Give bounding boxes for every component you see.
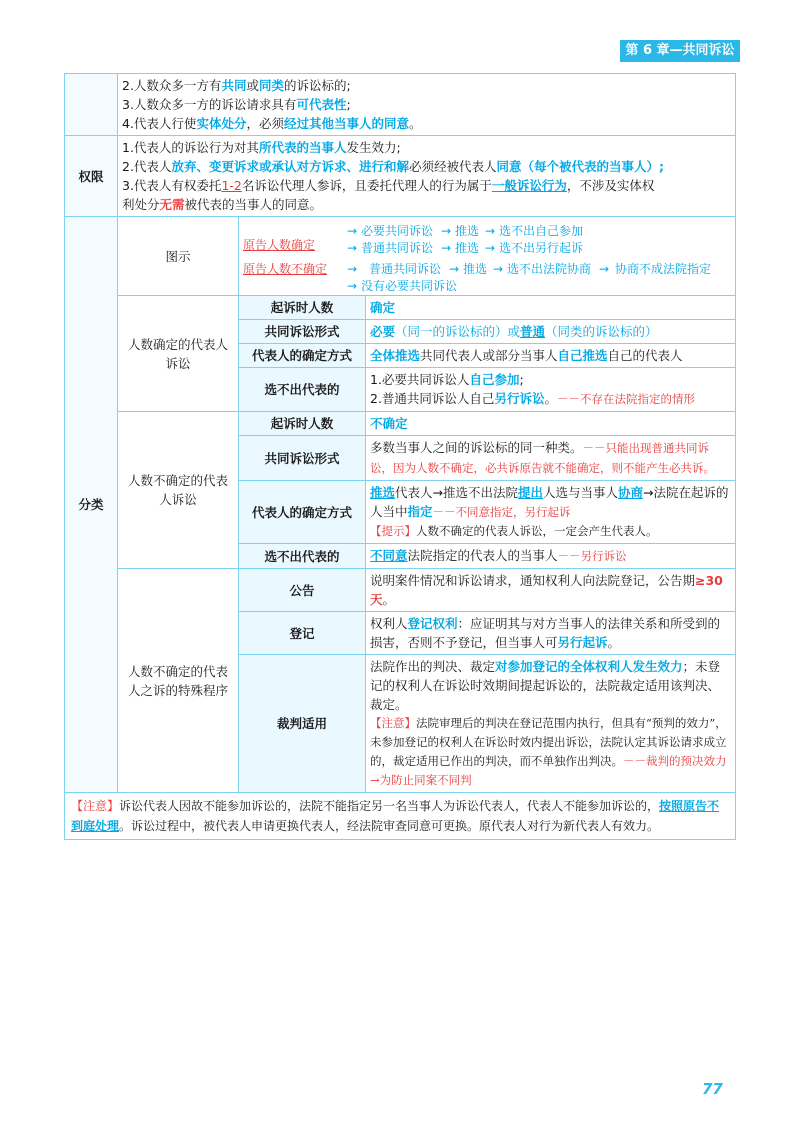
table-row <box>65 569 736 612</box>
group-label: 人数不确定的代表人之诉的特殊程序 <box>118 569 239 793</box>
arrow-icon: → <box>347 241 358 255</box>
content-table <box>64 73 736 793</box>
diagram-node: 必要共同诉讼 <box>361 224 434 238</box>
diagram-label: 图示 <box>118 217 239 296</box>
arrow-icon: → <box>347 262 358 276</box>
row-key: 起诉时人数 <box>239 296 366 320</box>
table-row <box>65 412 736 436</box>
diagram-node: → <box>347 224 358 238</box>
diagram-node: 协商不成法院指定 <box>615 262 712 276</box>
row-key: 裁判适用 <box>239 655 366 793</box>
diagram-node: 推选 <box>463 262 488 276</box>
table-row <box>65 217 736 296</box>
diagram-node: 选不出法院协商 <box>507 262 592 276</box>
diagram-node: 选不出另行起诉 <box>499 241 584 255</box>
row-key: 代表人的确定方式 <box>239 481 366 544</box>
row-value: 权利人登记权利：应证明其与对方当事人的法律关系和所受到的损害，否则不予登记，但当事人可另行起诉。 <box>366 612 736 655</box>
row-value: 1.必要共同诉讼人自己参加; 2.普通共同诉讼人自己另行诉讼。－－不存在法院指定的情形 <box>366 368 736 412</box>
conditions-cell: 2.人数众多一方有共同或同类的诉讼标的; 3.人数众多一方的诉讼请求具有可代表性; 4.代表人行使实体处分，必须经过其他当事人的同意。 <box>118 74 736 136</box>
page-number: 77 <box>702 1080 723 1098</box>
arrow-icon: → <box>347 279 358 293</box>
row-key: 公告 <box>239 569 366 612</box>
arrow-icon: → <box>485 224 496 238</box>
diagram-node: 普通共同诉讼 <box>369 262 442 276</box>
row-value: 不确定 <box>366 412 736 436</box>
row-value: 多数当事人之间的诉讼标的同一种类。－－只能出现普通共同诉讼，因为人数不确定，必共诉原告就不能确定，则不能产生必共诉。 <box>366 436 736 481</box>
row-value: 全体推选共同代表人或部分当事人自己推选自己的代表人 <box>366 344 736 368</box>
row-value: 推选代表人→推选不出法院提出人选与当事人协商→法院在起诉的人当中指定－－不同意指定，另行起诉 【提示】人数不确定的代表人诉讼，一定会产生代表人。 <box>366 481 736 544</box>
footer-note: 【注意】诉讼代表人因故不能参加诉讼的，法院不能指定另一名当事人为诉讼代表人，代表人不能参加诉讼的，按照原告不到庭处理。诉讼过程中，被代表人申请更换代表人，经法院审查同意可更换。原代表人对行为新代表人有效力。 <box>64 793 736 840</box>
diagram-node: 推选 <box>455 241 480 255</box>
diagram-node: 原告人数确定 <box>243 238 316 252</box>
row-key: 共同诉讼形式 <box>239 436 366 481</box>
table-row <box>65 136 736 217</box>
row-key: 选不出代表的 <box>239 544 366 569</box>
table-row <box>65 74 736 136</box>
diagram-node: 普通共同诉讼 <box>361 241 434 255</box>
document-body <box>64 73 736 840</box>
row-key: 起诉时人数 <box>239 412 366 436</box>
arrow-icon: → <box>599 262 610 276</box>
arrow-icon: → <box>493 262 504 276</box>
classification-diagram <box>243 219 731 293</box>
arrow-icon: → <box>449 262 460 276</box>
diagram-cell <box>239 217 736 296</box>
arrow-icon: → <box>485 241 496 255</box>
group-label: 人数确定的代表人诉讼 <box>118 296 239 412</box>
row-key: 代表人的确定方式 <box>239 344 366 368</box>
empty-label-cell <box>65 74 118 136</box>
diagram-node: 没有必要共同诉讼 <box>361 279 458 293</box>
quanxian-cell: 1.代表人的诉讼行为对其所代表的当事人发生效力; 2.代表人放弃、变更诉求或承认对方诉求、进行和解必须经被代表人同意（每个被代表的当事人）; 3.代表人有权委托1-2名诉讼代理人参诉，且委托代理人的行为属于一般诉讼行为，不涉及实体权 利处分无需被代表的当事人的同意。 <box>118 136 736 217</box>
row-value: 确定 <box>366 296 736 320</box>
diagram-node: 选不出自己参加 <box>499 224 584 238</box>
section-label-quanxian: 权限 <box>65 136 118 217</box>
table-row <box>65 296 736 320</box>
row-key: 登记 <box>239 612 366 655</box>
row-value: 不同意法院指定的代表人的当事人－－另行诉讼 <box>366 544 736 569</box>
chapter-header: 第 6 章—共同诉讼 <box>620 40 740 62</box>
row-key: 选不出代表的 <box>239 368 366 412</box>
row-value: 法院作出的判决、裁定对参加登记的全体权利人发生效力；未登记的权利人在诉讼时效期间提起诉讼的，法院裁定适用该判决、裁定。 【注意】法院审理后的判决在登记范围内执行，但具有“预判的效力”，未参加登记的权利人在诉讼时效内提出诉讼，法院认定其诉讼请求成立的，裁定适用已作出的判决，而不单独作出判决。－－裁判的预决效力→为防止同案不同判 <box>366 655 736 793</box>
arrow-icon: → <box>441 241 452 255</box>
diagram-node: 原告人数不确定 <box>243 262 328 276</box>
row-value: 说明案件情况和诉讼请求，通知权利人向法院登记，公告期≥30 天。 <box>366 569 736 612</box>
section-label-fenlei: 分类 <box>65 217 118 793</box>
row-value: 必要（同一的诉讼标的）或普通（同类的诉讼标的） <box>366 320 736 344</box>
group-label: 人数不确定的代表人诉讼 <box>118 412 239 569</box>
diagram-node: 推选 <box>455 224 480 238</box>
arrow-icon: → <box>441 224 452 238</box>
row-key: 共同诉讼形式 <box>239 320 366 344</box>
